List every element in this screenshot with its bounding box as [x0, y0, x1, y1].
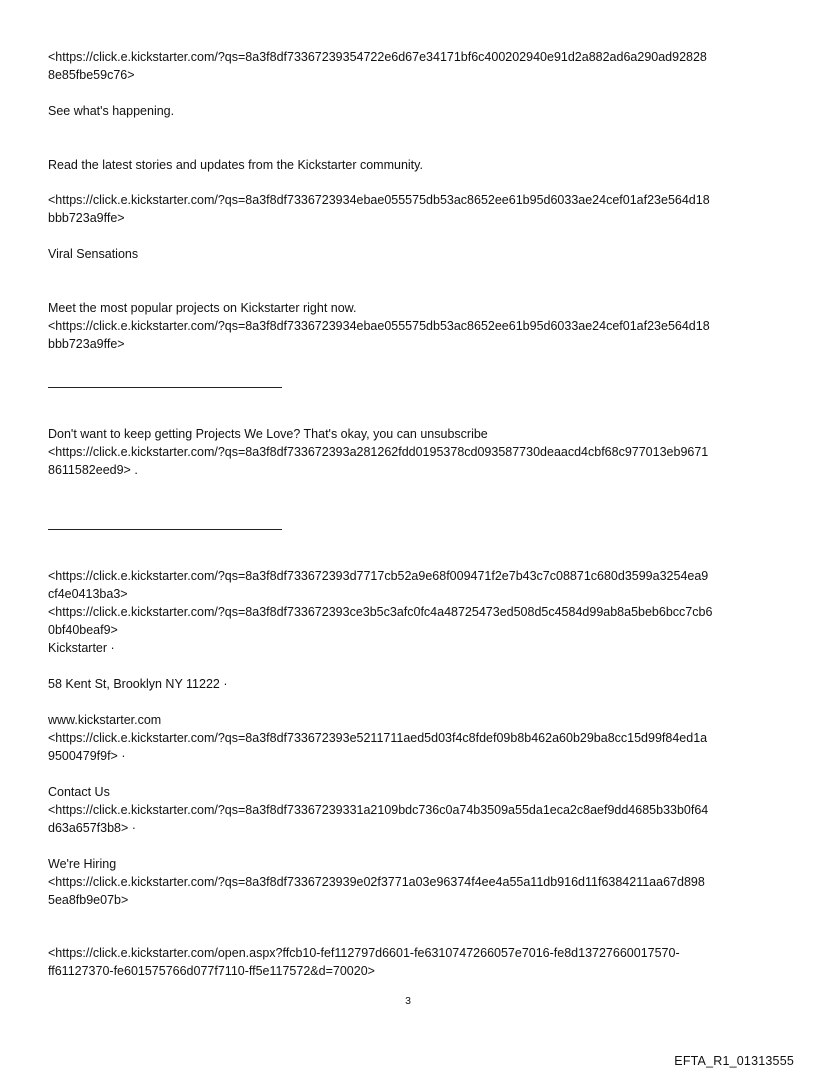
paragraph-unsubscribe[interactable]: Don't want to keep getting Projects We Love? That's okay, you can unsubscribe <https://click.e.kickstarter.com/?qs=8a3f8df733672393a281262fdd0195378cd093587730deaacd4cbf68c977013eb9671 8611582eed9> .: [48, 427, 709, 477]
divider-1: [48, 387, 282, 388]
heading-see-whats-happening: See what's happening.: [48, 104, 175, 118]
link-block-2[interactable]: <https://click.e.kickstarter.com/?qs=8a3f8df7336723934ebae055575db53ac8652ee61b95d6033ae24cef01af23e564d18 bbb723a9ffe>: [48, 193, 710, 225]
divider-2: [48, 529, 282, 530]
contact-us-link-block[interactable]: Contact Us <https://click.e.kickstarter.com/?qs=8a3f8df73367239331a2109bdc736c0a74b3509a55da1eca2c8aef9dd4685b33b0f64 d63a657f3b8> ·: [48, 785, 709, 835]
heading-viral-sensations: Viral Sensations: [48, 247, 139, 261]
were-hiring-link-block[interactable]: We're Hiring <https://click.e.kickstarter.com/?qs=8a3f8df7336723939e02f3771a03e96374f4ee4a55a11db916d11f6384211aa67d898 5ea8fb9e07b>: [48, 857, 705, 907]
address-line: 58 Kent St, Brooklyn NY 11222 ·: [48, 677, 228, 691]
tracking-link-block[interactable]: <https://click.e.kickstarter.com/open.aspx?ffcb10-fef112797d6601-fe6310747266057e7016-fe8d13727660017570- ff61127370-fe601575766d077f7110-ff5e117572&d=70020>: [48, 946, 680, 978]
page-number: 3: [405, 995, 411, 1007]
website-link-block[interactable]: www.kickstarter.com <https://click.e.kickstarter.com/?qs=8a3f8df733672393e5211711aed5d03f4c8fdef09b8b462a60b29ba8cc15d99f84ed1a 9500479f9f> ·: [48, 713, 708, 763]
link-block-1[interactable]: <https://click.e.kickstarter.com/?qs=8a3f8df73367239354722e6d67e34171bf6c400202940e91d2a882ad6a290ad92828 8e85fbe59c76>: [48, 50, 707, 82]
paragraph-latest-stories: Read the latest stories and updates from the Kickstarter community.: [48, 158, 423, 172]
footer-links-block[interactable]: <https://click.e.kickstarter.com/?qs=8a3f8df733672393d7717cb52a9e68f009471f2e7b43c7c08871c680d3599a3254ea9 cf4e0413ba3> <https://click.e.kickstarter.com/?qs=8a3f8df733672393ce3b5c3afc0fc4a48725473ed508d5c4584d99ab8a5beb6bcc7cb6 0bf40beaf9> Kickstarter ·: [48, 569, 713, 655]
paragraph-popular-projects: Meet the most popular projects on Kickstarter right now. <https://click.e.kickstarter.com/?qs=8a3f8df7336723934ebae055575db53ac8652ee61b95d6033ae24cef01af23e564d18 bbb723a9ffe>: [48, 301, 710, 351]
document-id: EFTA_R1_01313555: [674, 1054, 794, 1068]
